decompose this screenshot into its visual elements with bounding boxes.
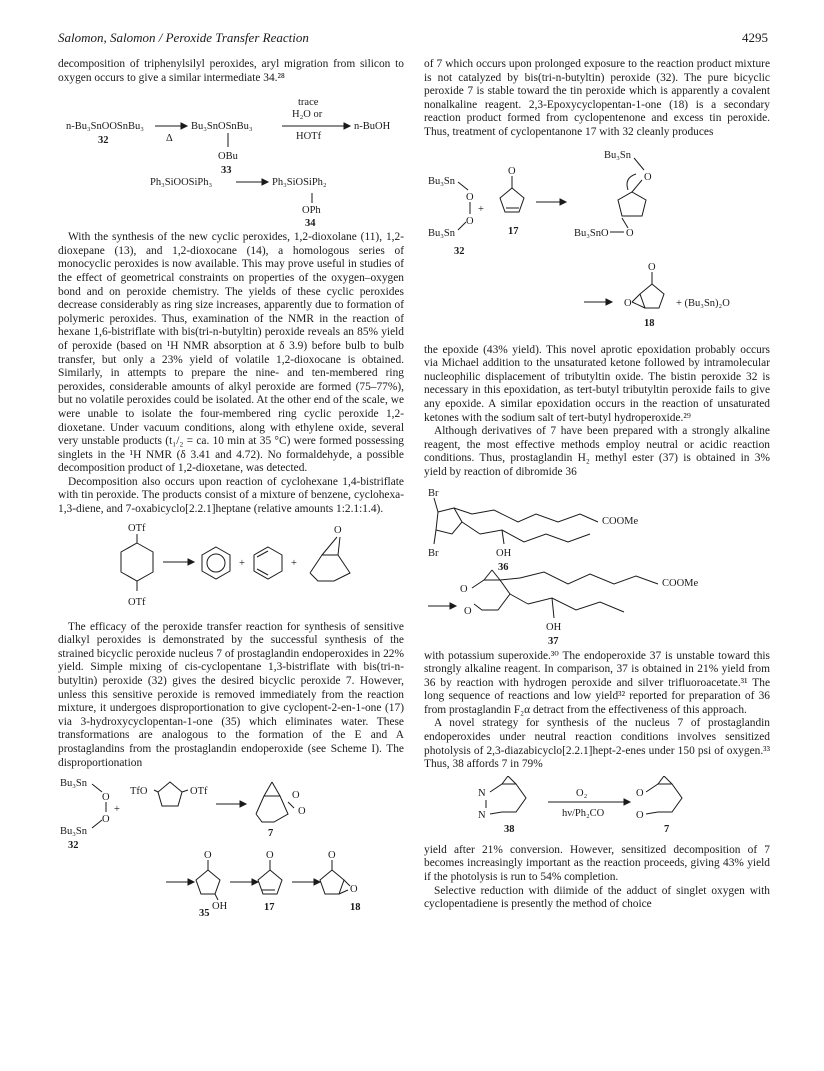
label-34: 34 bbox=[305, 218, 316, 228]
svg-text:O: O bbox=[508, 165, 516, 177]
paragraph: yield after 21% conversion. However, sensitized decomposition of 7 becomes increasingly important as the reaction proceeds, giving 43% yield if the photolysis is run to 54% completion. bbox=[424, 843, 770, 884]
paragraph: with potassium superoxide.³⁰ The endoperoxide 37 is unstable toward this strongly alkaline reagent. In comparison, 37 is obtained in 21% yield from 36 by reaction with hydrogen peroxide and silver trifluoroacetate.³¹ The long sequence of reactions and low yield³² reported for preparation of 36 from prostaglandin F₂α detract from the effectiveness of this approach. bbox=[424, 649, 770, 716]
product2-sub: OPh bbox=[302, 205, 321, 217]
otf-bottom: OTf bbox=[128, 596, 146, 608]
svg-text:Bu₃SnO: Bu₃SnO bbox=[574, 227, 609, 239]
arrow-delta: Δ bbox=[166, 133, 173, 145]
arrow-hotf: HOTf bbox=[296, 131, 322, 143]
arrow-trace: trace bbox=[298, 97, 319, 109]
label-37: 37 bbox=[548, 635, 559, 646]
running-head: Salomon, Salomon / Peroxide Transfer Reaction bbox=[58, 30, 309, 45]
svg-text:COOMe: COOMe bbox=[602, 515, 639, 527]
label-7: 7 bbox=[664, 823, 670, 835]
svg-text:+: + bbox=[478, 203, 484, 215]
scheme-photolysis bbox=[424, 776, 770, 840]
svg-text:OTf: OTf bbox=[190, 786, 208, 798]
byproduct: + (Bu₃Sn)₂O bbox=[676, 297, 730, 309]
svg-text:Bu₃Sn: Bu₃Sn bbox=[428, 175, 456, 187]
svg-text:OH: OH bbox=[496, 547, 512, 559]
paragraph: A novel strategy for synthesis of the nucleus 7 of prostaglandin endoperoxides under neutral reaction conditions involves sensitized photolysis of 2,3-diazabicyclo[2.2.1]hept-2-enes under 150 psi of oxygen.³³ Thus, 38 affords 7 in 79% bbox=[424, 717, 770, 771]
svg-text:O: O bbox=[204, 850, 212, 862]
otf-top: OTf bbox=[128, 522, 146, 534]
label-17: 17 bbox=[264, 902, 275, 914]
label-32: 32 bbox=[68, 840, 79, 852]
left-column bbox=[58, 58, 404, 920]
page-number: 4295 bbox=[742, 30, 768, 45]
label-18: 18 bbox=[644, 317, 655, 329]
svg-text:O: O bbox=[636, 809, 644, 821]
svg-text:TfO: TfO bbox=[130, 786, 148, 798]
paragraph: With the synthesis of the new cyclic peroxides, 1,2-dioxolane (11), 1,2-dioxepane (13), and 1,2-dioxocane (14), a homologous series of monocyclic peroxides is now available. This may prove useful in studies of the effect of geometrical constraints on properties of the oxygen–oxygen bond and on peroxide chemistry. The yields of these cyclic peroxides decrease considerably as ring size increases, apparently due to formation of polymeric peroxides. Thus, examination of the NMR in the reaction of hexane 1,6-bistriflate with bis(tri-n-butyltin) peroxide reveals an 85% yield of peroxide (based on ¹H NMR absorption at δ 3.9) before bulb to bulb transfer, but only a 23% yield of volatile 1,2-dioxocane is obtained. Similarly, in attempts to prepare the nine- and ten-membered ring peroxides, considerable amounts of alkyl peroxide are formed (75–77%), but no volatile peroxides could be isolated. At the other end of the scale, we were unable to isolate the four-membered ring cyclic peroxide 1,2-dioxetane. Under vacuum conditions, along with ethylene oxide, several very unstable products (t₁/₂ = ca. 10 min at 35 °C) were formed possessing singlets in the ¹H NMR (δ 3.41 and 4.72). No formaldehyde, a possible decomposition product of 1,2-dioxetane, was detected. bbox=[58, 231, 404, 475]
svg-text:O: O bbox=[102, 814, 110, 826]
label-36: 36 bbox=[498, 561, 509, 573]
arrow-water: H₂O or bbox=[292, 109, 323, 121]
label-35: 35 bbox=[199, 908, 210, 917]
paragraph: The efficacy of the peroxide transfer reaction for synthesis of sensitive dialkyl peroxides is demonstrated by the successful synthesis of the strained bicyclic peroxide nucleus 7 of prostaglandin endoperoxides in 22% yield. Simple mixing of cis-cyclopentane 1,3-bistriflate with bis(tri-n-butyltin) peroxide (32) gives the desired bicyclic peroxide 7. However, unless this sensitive peroxide is removed immediately from the reaction mixture, it undergoes disproportionation to give cyclopent-2-en-1-one (17) via 3-hydroxycyclopentan-1-one (35) which eliminates water. These transformations are analogous to the formation of the E and A prostaglandins from the prostaglandin endoperoxide (see Scheme I). The disproportionation bbox=[58, 620, 404, 769]
svg-text:COOMe: COOMe bbox=[662, 577, 699, 589]
scheme-bicyclic-peroxide-synthesis bbox=[58, 774, 404, 916]
label-38: 38 bbox=[504, 823, 515, 835]
svg-text:Bu₃Sn: Bu₃Sn bbox=[604, 149, 632, 161]
label-18: 18 bbox=[350, 902, 361, 914]
paragraph: Decomposition also occurs upon reaction of cyclohexane 1,4-bistriflate with tin peroxide. The products consist of a mixture of benzene, cyclohexa-1,3-diene, and 7-oxabicyclo[2.2.1]heptane (relative amounts 1:2.1:1.4). bbox=[58, 475, 404, 516]
product-butanol: n-BuOH bbox=[354, 121, 391, 133]
svg-text:Br: Br bbox=[428, 547, 439, 559]
label-17: 17 bbox=[508, 225, 519, 237]
label-7: 7 bbox=[268, 828, 274, 840]
svg-text:Br: Br bbox=[428, 487, 439, 499]
svg-text:+: + bbox=[291, 557, 297, 569]
svg-text:O: O bbox=[334, 524, 342, 536]
right-column bbox=[424, 58, 770, 912]
svg-text:O: O bbox=[636, 787, 644, 799]
svg-text:hν/Ph₂CO: hν/Ph₂CO bbox=[562, 807, 605, 819]
svg-text:N: N bbox=[478, 809, 486, 821]
scheme-prostaglandin-synthesis bbox=[424, 484, 770, 646]
product-34: Ph₃SiOSiPh₂ bbox=[272, 177, 327, 189]
svg-text:O: O bbox=[648, 261, 656, 273]
svg-text:O₂: O₂ bbox=[576, 787, 588, 799]
svg-text:O: O bbox=[466, 215, 474, 227]
scheme-cyclohexane-bistriflate bbox=[58, 521, 404, 617]
svg-text:O: O bbox=[298, 806, 306, 818]
svg-text:O: O bbox=[626, 227, 634, 239]
svg-text:O: O bbox=[328, 850, 336, 862]
label-32: 32 bbox=[454, 245, 465, 257]
svg-text:Bu₃Sn: Bu₃Sn bbox=[60, 778, 88, 790]
svg-text:O: O bbox=[266, 850, 274, 862]
scheme-tin-peroxide-decomposition bbox=[58, 89, 404, 227]
label-32: 32 bbox=[98, 135, 109, 147]
intermediate-sub: OBu bbox=[218, 151, 238, 163]
svg-text:+: + bbox=[114, 804, 120, 816]
svg-text:O: O bbox=[460, 583, 468, 595]
reactant-silyl-peroxide: Ph₃SiOOSiPh₃ bbox=[150, 177, 213, 189]
svg-text:OH: OH bbox=[212, 901, 228, 913]
svg-text:Bu₃Sn: Bu₃Sn bbox=[60, 826, 88, 838]
svg-text:Bu₃Sn: Bu₃Sn bbox=[428, 227, 456, 239]
svg-text:O: O bbox=[292, 790, 300, 802]
paragraph: of 7 which occurs upon prolonged exposure to the reaction product mixture is not catalyzed by bis(tri-n-butyltin) peroxide (32). The pure bicyclic peroxide 7 is stable toward the tin peroxide which is apparently a covalent nonalkaline reagent. 2,3-Epoxycyclopentan-1-one (18) is a secondary reaction product formed from cyclopentenone and excess tin peroxide. Thus, treatment of cyclopentanone 17 with 32 cleanly produces bbox=[424, 58, 770, 138]
label-33: 33 bbox=[221, 165, 232, 177]
svg-text:O: O bbox=[350, 884, 358, 896]
svg-text:O: O bbox=[466, 191, 474, 203]
paragraph: Selective reduction with diimide of the adduct of singlet oxygen with cyclopentadiene is presently the method of choice bbox=[424, 884, 770, 911]
svg-text:O: O bbox=[464, 605, 472, 617]
scheme-epoxidation bbox=[424, 144, 770, 340]
svg-text:OH: OH bbox=[546, 621, 562, 633]
svg-text:O: O bbox=[624, 297, 632, 309]
intermediate-33: Bu₃SnOSnBu₃ bbox=[191, 121, 253, 133]
reactant-32: n-Bu₃SnOOSnBu₃ bbox=[66, 121, 144, 133]
paragraph: Although derivatives of 7 have been prepared with a strongly alkaline reagent, the most effective methods employ neutral or acidic reaction conditions. Thus, prostaglandin H₂ methyl ester (37) is obtained in 3% yield by reaction of dibromide 36 bbox=[424, 425, 770, 478]
svg-text:N: N bbox=[478, 787, 486, 799]
paragraph: the epoxide (43% yield). This novel aprotic epoxidation probably occurs via Michael addition to the unsaturated ketone followed by intramolecular nucleophilic displacement of tributyltin oxide. The bistin peroxide 32 is necessary in this epoxidation, as tert-butyl tributyltin peroxide fails to give any epoxide. A similar epoxidation occurs in the reaction of unsaturated ketones with the sodium salt of tert-butyl hydroperoxide.²⁹ bbox=[424, 343, 770, 424]
svg-text:+: + bbox=[239, 557, 245, 569]
svg-text:O: O bbox=[644, 171, 652, 183]
svg-text:O: O bbox=[102, 792, 110, 804]
paragraph: decomposition of triphenylsilyl peroxides, aryl migration from silicon to oxygen occurs to give a similar intermediate 34.²⁸ bbox=[58, 58, 404, 84]
